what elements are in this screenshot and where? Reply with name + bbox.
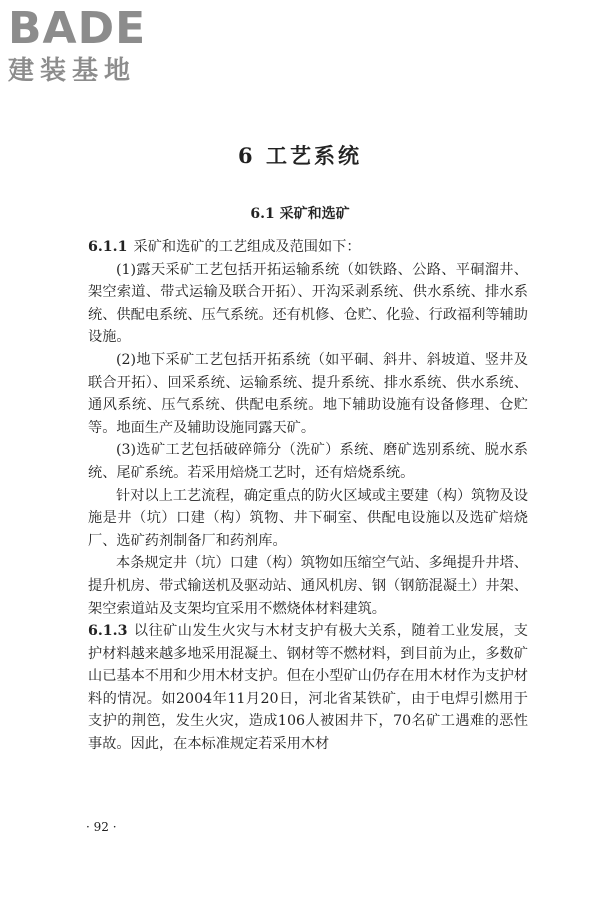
paragraph: (2)地下采矿工艺包括开拓系统（如平硐、斜井、斜坡道、竖井及联合开拓）、回采系统、运输系统、提升系统、排水系统、供水系统、通风系统、压气系统、供配电系统。地下辅助设施有设备修理、仓贮等。地面生产及辅助设施同露天矿。 — [88, 351, 528, 436]
clause-6-1-1 — [88, 236, 528, 259]
clause-text: 采矿和选矿的工艺组成及范围如下： — [133, 239, 361, 255]
watermark-logo — [8, 4, 178, 88]
paragraph: 针对以上工艺流程，确定重点的防火区域或主要建（构）筑物及设施是井（坑）口建（构）筑物、井下硐室、供配电设施以及选矿焙烧厂、选矿药剂制备厂和药剂库。 — [88, 487, 528, 549]
watermark-brand: BADE — [8, 3, 147, 54]
paragraph: (1)露天采矿工艺包括开拓运输系统（如铁路、公路、平硐溜井、架空索道、带式运输及联合开拓）、开沟采剥系统、供水系统、排水系统、供配电系统、压气系统。还有机修、仓贮、化验、行政福利等辅助设施。 — [88, 261, 528, 346]
body-text — [88, 236, 528, 756]
clause-number: 6.1.1 — [88, 239, 128, 255]
section-title: 6.1 采矿和选矿 — [250, 206, 350, 222]
clause-6-1-3 — [88, 620, 528, 756]
chapter-title: 6 工艺系统 — [238, 143, 362, 168]
paragraph: 本条规定井（坑）口建（构）筑物如压缩空气站、多绳提升井塔、提升机房、带式输送机及驱动站、通风机房、钢（钢筋混凝土）井架、架空索道站及支架均宜采用不燃烧体材料建筑。 — [88, 555, 528, 617]
watermark-subtitle: 建装基地 — [8, 56, 137, 86]
clause-text: 以往矿山发生火灾与木材支护有极大关系，随着工业发展，支护材料越来越多地采用混凝土、钢材等不燃材料，到目前为止，多数矿山已基本不用和少用木材支护。但在小型矿山仍存在用木材作为支护材料的情况。如2004年11月20日，河北省某铁矿，由于电焊引燃用于支护的荆笆，发生火灾，造成106人被困井下，70名矿工遇难的恶性事故。因此，在本标准规定若采用木材 — [88, 623, 528, 753]
clause-number: 6.1.3 — [88, 623, 128, 640]
paragraph: (3)选矿工艺包括破碎筛分（洗矿）系统、磨矿选别系统、脱水系统、尾矿系统。若采用焙烧工艺时，还有焙烧系统。 — [88, 442, 528, 481]
page-number: · 92 · — [86, 820, 117, 834]
